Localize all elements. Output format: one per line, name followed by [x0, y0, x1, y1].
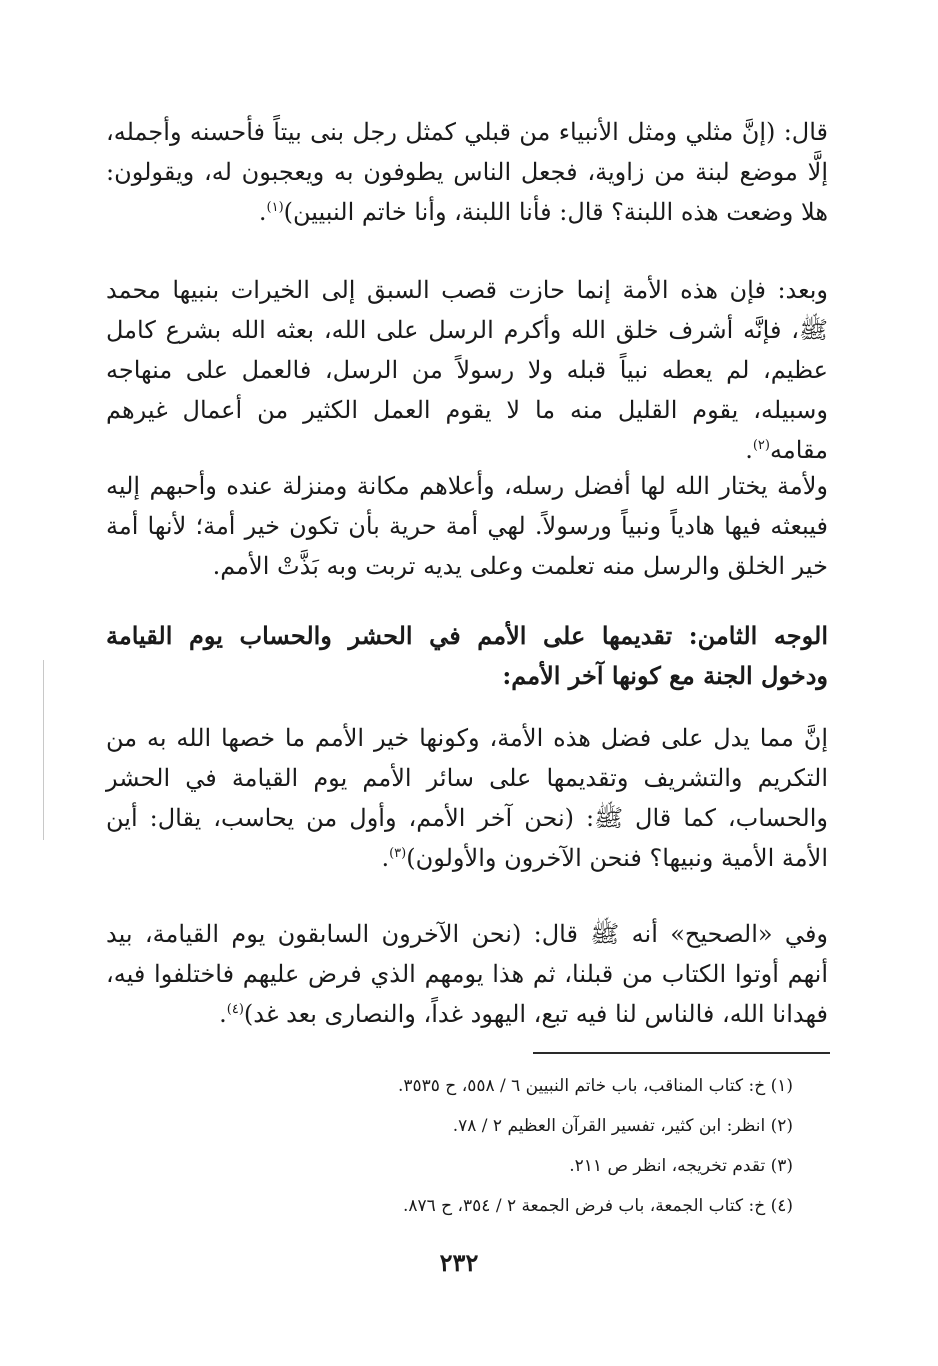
punctuation: . — [219, 1000, 227, 1028]
footnote-3: (٣) تقدم تخريجه، انظر ص ٢١١. — [569, 1156, 793, 1176]
paragraph-best-ummah — [106, 466, 828, 586]
footnote-1: (١) خ: كتاب المناقب، باب خاتم النبيين ٦ / ٥٥٨، ح ٣٥٣٥. — [397, 1076, 793, 1096]
footnotes — [253, 1066, 793, 1226]
paragraph-sahih — [106, 914, 828, 1034]
punctuation: . — [381, 844, 390, 872]
footnote-divider — [533, 1052, 830, 1054]
punctuation: . — [258, 198, 267, 226]
heading-text: الوجه الثامن: تقديمها على الأمم في الحشر والحساب يوم القيامة ودخول الجنة مع كونها آخر الأمم: — [106, 621, 828, 690]
footnote-ref-4: (٤) — [226, 1002, 244, 1017]
footnote-2: (٢) انظر: ابن كثير، تفسير القرآن العظيم ٢ / ٧٨. — [452, 1116, 793, 1136]
paragraph-text: ولأمة يختار الله لها أفضل رسله، وأعلاهم مكانة ومنزلة عنده وأحبهم إليه فيبعثه فيها هادياً ونبياً ورسولاً. لهي أمة حرية بأن تكون خير أمة؛ لأنها أمة خير الخلق والرسل منه تعلمت وعلى يديه تربت وبه بَذَّتْ الأمم. — [106, 472, 828, 580]
footnote-4: (٤) خ: كتاب الجمعة، باب فرض الجمعة ٢ / ٣٥٤، ح ٨٧٦. — [402, 1196, 793, 1216]
section-heading — [106, 616, 828, 696]
paragraph-text: إنَّ مما يدل على فضل هذه الأمة، وكونها خير الأمم ما خصها الله به من التكريم والتشريف وتقديمها على سائر الأمم يوم القيامة في الحشر والحساب، كما قال ﷺ: (نحن آخر الأمم، وأول من يحاسب، يقال: أين الأمة الأمية ونبيها؟ فنحن الآخرون والأولون) — [106, 724, 828, 872]
paragraph-text: وفي «الصحيح» أنه ﷺ قال: (نحن الآخرون السابقون يوم القيامة، بيد أنهم أوتوا الكتاب من قبلنا، ثم هذا يومهم الذي فرض عليهم فاختلفوا فيه، فهدانا الله، فالناس لنا فيه تبع، اليهود غداً، والنصارى بعد غد) — [106, 920, 828, 1028]
footnote-ref-3: (٣) — [389, 846, 407, 861]
punctuation: . — [745, 436, 753, 464]
footnote-ref-1: (١) — [266, 200, 284, 215]
scan-edge-line — [43, 660, 44, 840]
paragraph-text: وبعد: فإن هذه الأمة إنما حازت قصب السبق إلى الخيرات بنبيها محمد ﷺ، فإنَّه أشرف خلق الله وأكرم الرسل على الله، بعثه الله بشرع كامل عظيم، لم يعطه نبياً قبله ولا رسولاً من الرسل، فالعمل على منهاجه وسبيله، يقوم القليل منه ما لا يقوم العمل الكثير من أعمال غيرهم مقامه — [106, 276, 829, 464]
paragraph-ummah-virtue — [106, 270, 828, 470]
footnote-ref-2: (٢) — [752, 438, 770, 453]
paragraph-precedence — [106, 718, 828, 878]
page-number: ٢٣٢ — [439, 1248, 479, 1277]
paragraph-text: قال: (إنَّ مثلي ومثل الأنبياء من قبلي كمثل رجل بنى بيتاً فأحسنه وأجمله، إلَّا موضع لبنة من زاوية، فجعل الناس يطوفون به ويعجبون له، ويقولون: هلا وضعت هذه اللبنة؟ قال: فأنا اللبنة، وأنا خاتم النبيين) — [106, 118, 828, 226]
paragraph-hadith-brick — [106, 112, 828, 232]
